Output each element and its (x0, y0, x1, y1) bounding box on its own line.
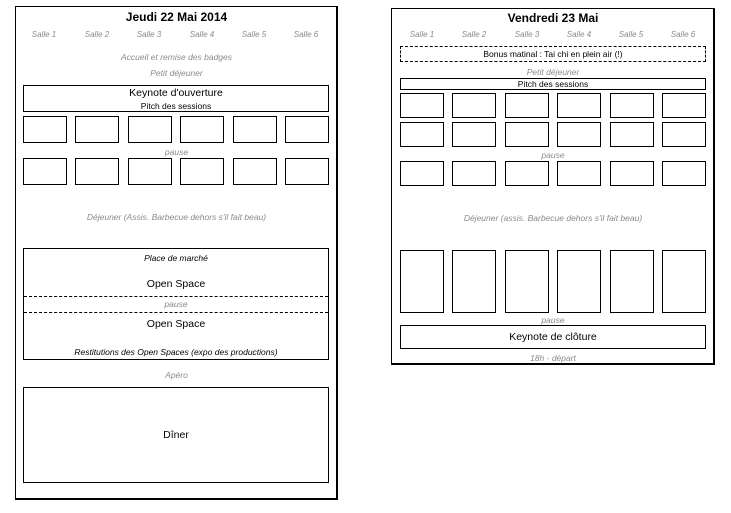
day1-session-a4 (180, 116, 224, 143)
day2-pitch-label: Pitch des sessions (517, 79, 589, 89)
day2-session-d4 (557, 250, 601, 313)
day2-session-a5 (610, 93, 654, 118)
day2-title: Vendredi 23 Mai (507, 11, 599, 25)
day2-session-c1 (400, 161, 444, 186)
day2-session-c3 (505, 161, 549, 186)
day1-room-3: Salle 3 (136, 30, 162, 39)
day2-pause-2: pause (541, 315, 565, 325)
day2-session-c4 (557, 161, 601, 186)
day1-room-1: Salle 1 (31, 30, 57, 39)
day2-session-a1 (400, 93, 444, 118)
day2-room-6: Salle 6 (670, 30, 696, 39)
day1-session-b2 (75, 158, 119, 185)
day2-session-b3 (505, 122, 549, 147)
day1-marketplace-title: Place de marché (144, 253, 208, 263)
day1-room-6: Salle 6 (293, 30, 319, 39)
day2-session-b4 (557, 122, 601, 147)
day2-room-2: Salle 2 (461, 30, 487, 39)
day1-welcome: Accueil et remise des badges (120, 52, 233, 62)
day2-room-3: Salle 3 (514, 30, 540, 39)
day1-apero: Apéro (165, 370, 188, 380)
day1-session-b4 (180, 158, 224, 185)
day1-session-a1 (23, 116, 67, 143)
day1-title: Jeudi 22 Mai 2014 (125, 10, 228, 24)
day2-bonus-label: Bonus matinal : Tai chi en plein air (!) (483, 49, 623, 59)
day1-divider-1 (24, 296, 328, 297)
day1-session-b6 (285, 158, 329, 185)
day2-breakfast: Petit déjeuner (526, 67, 580, 77)
day1-pause-1: pause (164, 147, 189, 157)
day1-session-a3 (128, 116, 172, 143)
day1-restitution: Restitutions des Open Spaces (expo des productions) (74, 347, 278, 357)
day2-keynote-block (400, 325, 706, 349)
day2-room-5: Salle 5 (618, 30, 644, 39)
day1-session-b3 (128, 158, 172, 185)
day1-dinner-label: Dîner (163, 429, 189, 441)
day1-session-a6 (285, 116, 329, 143)
day1-session-b5 (233, 158, 277, 185)
day2-departure: 18h - départ (530, 353, 576, 363)
day2-session-d5 (610, 250, 654, 313)
day2-session-b6 (662, 122, 706, 147)
day1-session-b1 (23, 158, 67, 185)
day1-room-2: Salle 2 (84, 30, 110, 39)
day1-pause-2: pause (164, 299, 188, 309)
day2-session-b5 (610, 122, 654, 147)
day1-room-5: Salle 5 (241, 30, 267, 39)
day2-session-c5 (610, 161, 654, 186)
day2-keynote-label: Keynote de clôture (509, 331, 597, 343)
day2-session-d2 (452, 250, 496, 313)
day2-lunch: Déjeuner (assis. Barbecue dehors s'il fait beau) (463, 213, 643, 223)
day1-breakfast: Petit déjeuner (150, 68, 203, 78)
day2-session-d1 (400, 250, 444, 313)
day2-room-1: Salle 1 (409, 30, 435, 39)
day1-lunch: Déjeuner (Assis. Barbecue dehors s'il fait beau) (86, 212, 267, 222)
day2-pause-1: pause (541, 150, 565, 160)
day1-openspace-2: Open Space (146, 318, 206, 330)
day1-session-a2 (75, 116, 119, 143)
day1-pitch-label: Pitch des sessions (140, 101, 212, 111)
day2-session-b2 (452, 122, 496, 147)
day2-session-a6 (662, 93, 706, 118)
day2-session-a2 (452, 93, 496, 118)
day1-session-a5 (233, 116, 277, 143)
day1-keynote-label: Keynote d'ouverture (129, 87, 223, 99)
day2-session-c6 (662, 161, 706, 186)
day1-room-4: Salle 4 (189, 30, 215, 39)
day2-session-a4 (557, 93, 601, 118)
day2-room-4: Salle 4 (566, 30, 592, 39)
day2-session-d6 (662, 250, 706, 313)
day1-openspace-1: Open Space (146, 278, 206, 290)
day1-dinner-block (23, 387, 329, 483)
day2-session-a3 (505, 93, 549, 118)
day1-divider-2 (24, 312, 328, 313)
day2-session-b1 (400, 122, 444, 147)
day2-session-d3 (505, 250, 549, 313)
day2-session-c2 (452, 161, 496, 186)
